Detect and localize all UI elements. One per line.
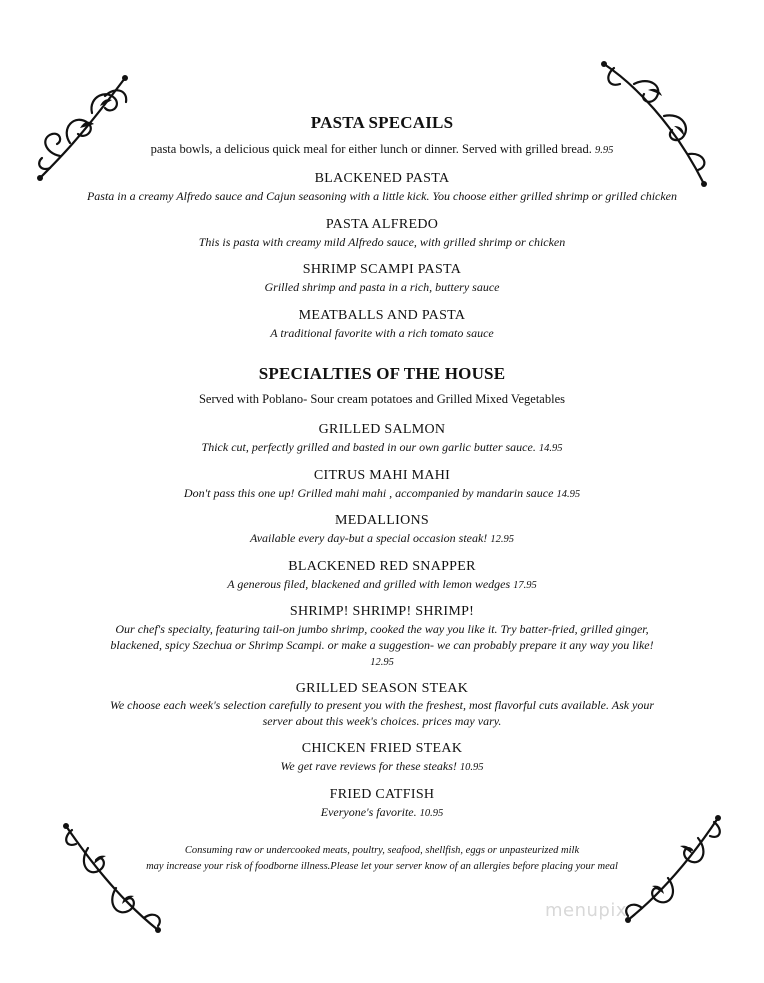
allergy-notice-line: Consuming raw or undercooked meats, poultry, seafood, shellfish, eggs or unpasteurized milk [184, 845, 580, 856]
item-price: 14.95 [538, 443, 563, 454]
menu-item-desc [0, 804, 764, 822]
menu-item-desc: Grilled shrimp and pasta in a rich, buttery sauce [264, 280, 500, 294]
menu-item-desc-line: Our chef's specialty, featuring tail-on jumbo shrimp, cooked the way you like it. Try batter-fried, grilled ginger, [115, 622, 649, 636]
house-section-intro: Served with Poblano- Sour cream potatoes and Grilled Mixed Vegetables [198, 392, 565, 406]
menu-item-desc [0, 758, 764, 776]
item-price: 10.95 [419, 808, 444, 819]
menu-item-desc: Pasta in a creamy Alfredo sauce and Cajun seasoning with a little kick. You choose either grilled shrimp or grilled chicken [86, 189, 678, 203]
watermark-logo: menupix [545, 900, 628, 921]
item-desc-text: Everyone's favorite. [320, 805, 417, 819]
pasta-intro-price: 9.95 [594, 145, 614, 156]
menu-item-name: FRIED CATFISH [329, 787, 435, 802]
menu-item-name: BLACKENED PASTA [314, 171, 450, 186]
item-price: 17.95 [513, 580, 537, 591]
item-desc-text: Thick cut, perfectly grilled and basted in our own garlic butter sauce. [201, 440, 536, 454]
allergy-notice-line: may increase your risk of foodborne illness.Please let your server know of an allergies before placing your meal [146, 861, 618, 872]
menu-item-name: CITRUS MAHI MAHI [313, 468, 451, 483]
pasta-section-intro [0, 142, 764, 157]
menu-item-name: GRILLED SEASON STEAK [295, 681, 469, 696]
item-desc-text: Don't pass this one up! Grilled mahi mahi , accompanied by mandarin sauce [183, 486, 554, 500]
flourish-bottom-left-icon [58, 818, 168, 938]
menu-item-name: CHICKEN FRIED STEAK [301, 741, 463, 756]
item-desc-text: A generous filed, blackened and grilled with lemon wedges [227, 577, 511, 591]
menu-item-price-line [0, 653, 764, 671]
menu-item-desc-line: blackened, spicy Szechua or Shrimp Scampi. or make a suggestion- we can probably prepare it any way you like! [110, 638, 654, 652]
menu-item-name: BLACKENED RED SNAPPER [288, 559, 476, 574]
house-section-heading: SPECIALTIES OF THE HOUSE [258, 364, 506, 383]
menu-item-name: MEATBALLS AND PASTA [298, 308, 466, 323]
item-price: 12.95 [490, 534, 514, 545]
menu-item-desc-line: server about this week's choices. prices may vary. [262, 714, 502, 728]
item-desc-text: Available every day-but a special occasion steak! [250, 531, 488, 545]
menu-item-name: MEDALLIONS [335, 513, 429, 528]
item-price: 12.95 [370, 657, 394, 668]
pasta-section-heading: PASTA SPECAILS [310, 113, 454, 132]
menu-item-name: SHRIMP SCAMPI PASTA [302, 262, 462, 277]
menu-item-desc [0, 485, 764, 503]
item-desc-text: We get rave reviews for these steaks! [280, 759, 457, 773]
menu-item-name: GRILLED SALMON [318, 422, 446, 437]
menu-item-desc: A traditional favorite with a rich tomato sauce [270, 326, 494, 340]
pasta-intro-text: pasta bowls, a delicious quick meal for either lunch or dinner. Served with grilled bread. [150, 142, 592, 156]
menu-item-desc: This is pasta with creamy mild Alfredo sauce, with grilled shrimp or chicken [198, 235, 566, 249]
menu-item-name: PASTA ALFREDO [325, 217, 439, 232]
menu-item-desc-line: We choose each week's selection carefully to present you with the freshest, most flavorful cuts available. Ask your [109, 698, 655, 712]
item-price: 10.95 [459, 762, 484, 773]
menu-item-desc [0, 576, 764, 594]
menu-item-desc [0, 439, 764, 457]
menu-item-desc [0, 530, 764, 548]
menu-item-name: SHRIMP! SHRIMP! SHRIMP! [289, 604, 475, 619]
item-price: 14.95 [556, 489, 581, 500]
